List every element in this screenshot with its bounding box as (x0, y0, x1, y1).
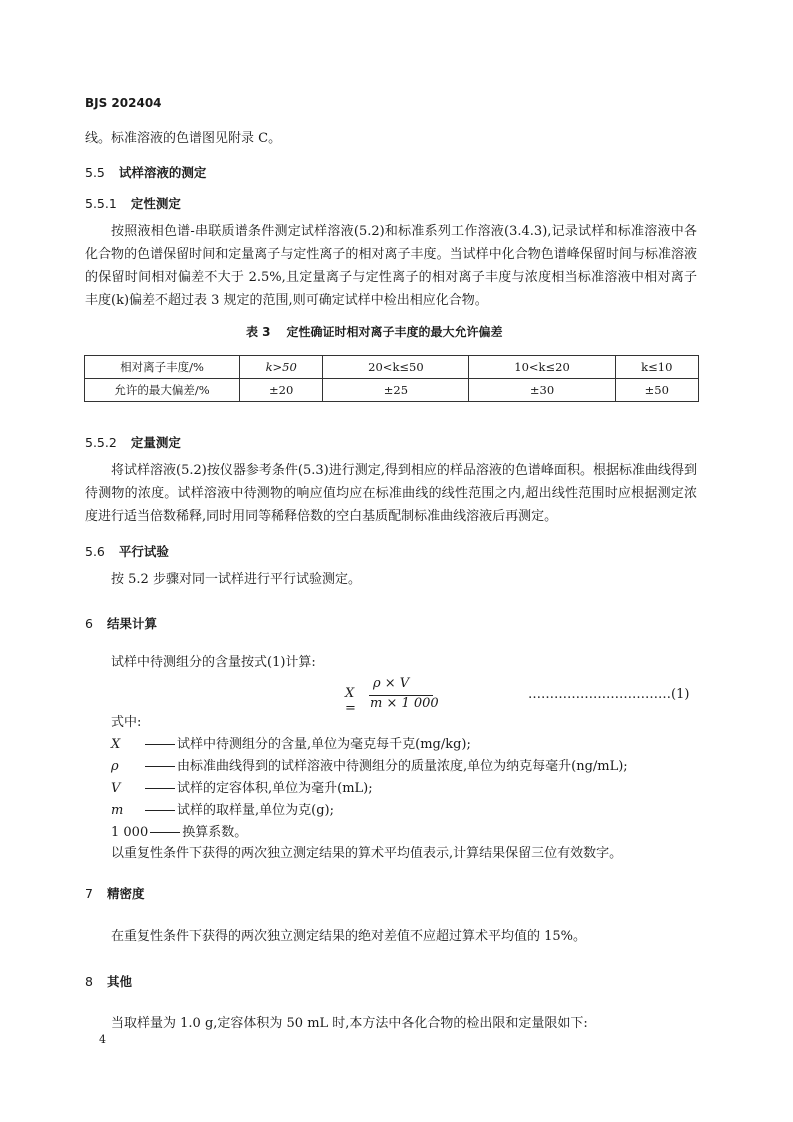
section-title: 定量测定 (130, 435, 181, 450)
variable-desc: 试样的定容体积,单位为毫升(mL); (177, 781, 373, 796)
result-expression-note: 以重复性条件下获得的两次独立测定结果的算术平均值表示,计算结果保留三位有效数字。 (111, 846, 623, 861)
section-number: 7 (85, 886, 93, 901)
document-code: BJS 202404 (85, 96, 162, 110)
table-cell: ±20 (240, 379, 323, 402)
table-caption-label: 表 3 (246, 325, 271, 339)
table-cell: k>50 (240, 356, 323, 379)
variable-symbol: 1 000 (111, 825, 149, 840)
section-number: 5.6 (85, 544, 105, 559)
section-title: 定性测定 (130, 196, 181, 211)
section-5-5-1-heading (85, 194, 181, 212)
table-cell: 10<k≤20 (469, 356, 615, 379)
formula-lhs: X = (345, 686, 356, 716)
formula-number: ……………………………(1) (528, 687, 690, 702)
table-3 (84, 355, 699, 402)
table-caption-title: 定性确证时相对离子丰度的最大允许偏差 (286, 325, 503, 339)
continued-line: 线。标准溶液的色谱图见附录 C。 (85, 131, 282, 146)
variable-symbol: V (111, 781, 121, 796)
variable-desc: 试样的取样量,单位为克(g); (177, 803, 334, 818)
variable-symbol: ρ (111, 759, 119, 774)
table-cell: ±50 (615, 379, 698, 402)
variable-desc: 由标准曲线得到的试样溶液中待测组分的质量浓度,单位为纳克每毫升(ng/mL); (177, 759, 628, 774)
section-number: 8 (85, 974, 93, 989)
section-5-5-heading (85, 163, 206, 181)
dash (145, 810, 175, 811)
variable-row (111, 778, 373, 800)
variable-row (111, 822, 247, 844)
table-cell: ±25 (323, 379, 469, 402)
where-label: 式中: (111, 715, 142, 730)
table-row (85, 379, 699, 402)
variable-desc: 换算系数。 (182, 825, 248, 840)
qualitative-paragraph: 按照液相色谱-串联质谱条件测定试样溶液(5.2)和标准系列工作溶液(3.4.3),记录试样和标准溶液中各化合物的色谱保留时间和定量离子与定性离子的相对离子丰度。当试样中化合物色谱峰保留时间与标准溶液的保留时间相对偏差不大于 2.5%,且定量离子与定性离子的相对离子丰度与浓度相当标准溶液中相对离子丰度(k)偏差不超过表 3 规定的范围,则可确定试样中检出相应化合物。 (85, 224, 697, 308)
variable-symbol: X (111, 737, 121, 752)
table-cell: k≤10 (615, 356, 698, 379)
section-5-5-2-heading (85, 433, 181, 451)
section-8-heading (85, 972, 132, 990)
variable-row (111, 756, 628, 778)
calc-intro: 试样中待测组分的含量按式(1)计算: (111, 655, 316, 670)
section-title: 其他 (106, 974, 132, 989)
precision-paragraph: 在重复性条件下获得的两次独立测定结果的绝对差值不应超过算术平均值的 15%。 (111, 929, 587, 944)
section-number: 5.5 (85, 165, 105, 180)
section-number: 5.5.1 (85, 196, 117, 211)
section-title: 试样溶液的测定 (118, 165, 207, 180)
section-title: 结果计算 (106, 616, 157, 631)
section-title: 平行试验 (118, 544, 169, 559)
variable-row (111, 734, 471, 756)
formula-denominator: m × 1 000 (370, 696, 439, 711)
table-cell: 20<k≤50 (323, 356, 469, 379)
dash (150, 832, 180, 833)
dash (145, 766, 175, 767)
other-paragraph: 当取样量为 1.0 g,定容体积为 50 mL 时,本方法中各化合物的检出限和定量限如下: (111, 1016, 588, 1031)
table-cell: 允许的最大偏差/% (85, 379, 240, 402)
section-title: 精密度 (106, 886, 145, 901)
section-number: 5.5.2 (85, 435, 117, 450)
section-6-heading (85, 614, 157, 632)
section-number: 6 (85, 616, 93, 631)
variable-symbol: m (111, 803, 124, 818)
parallel-test-paragraph: 按 5.2 步骤对同一试样进行平行试验测定。 (111, 572, 361, 587)
dash (145, 788, 175, 789)
table-cell: ±30 (469, 379, 615, 402)
table-3-caption (246, 323, 503, 340)
table-cell: 相对离子丰度/% (85, 356, 240, 379)
quantitative-paragraph: 将试样溶液(5.2)按仪器参考条件(5.3)进行测定,得到相应的样品溶液的色谱峰面积。根据标准曲线得到待测物的浓度。试样溶液中待测物的响应值均应在标准曲线的线性范围之内,超出线性范围时应根据测定浓度进行适当倍数稀释,同时用同等稀释倍数的空白基质配制标准曲线溶液后再测定。 (85, 463, 697, 524)
dash (145, 744, 175, 745)
variable-row (111, 800, 334, 822)
variable-desc: 试样中待测组分的含量,单位为毫克每千克(mg/kg); (177, 737, 471, 752)
section-5-6-heading (85, 542, 169, 560)
table-row (85, 356, 699, 379)
formula-numerator: ρ × V (373, 676, 410, 691)
page-number: 4 (99, 1033, 106, 1046)
section-7-heading (85, 884, 144, 902)
